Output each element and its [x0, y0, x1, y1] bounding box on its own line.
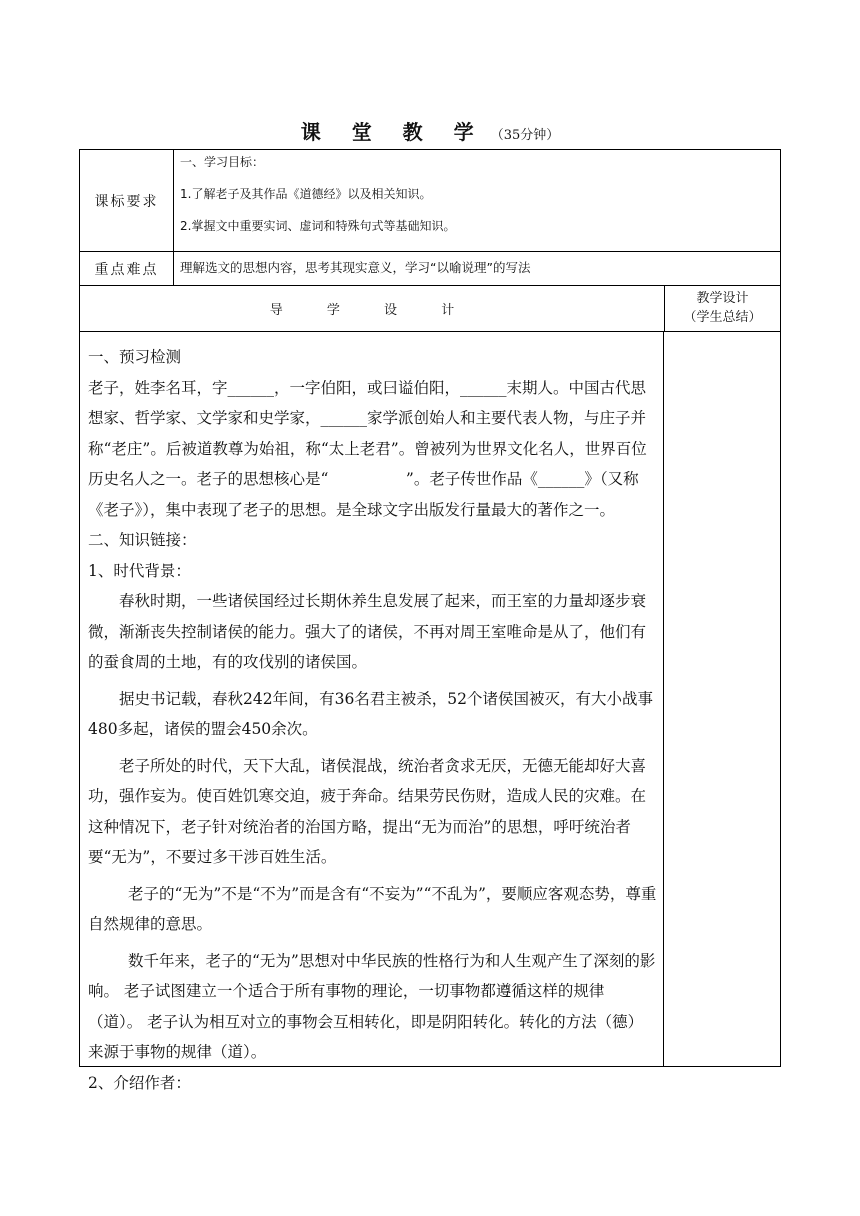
- duration-text: （35分钟）: [490, 128, 560, 143]
- lesson-table: [79, 149, 781, 1092]
- row-body: [80, 332, 780, 1092]
- background-paragraph-1: 春秋时期，一些诸侯国经过长期休养生息发展了起来，而王室的力量却逐步衰微，渐渐丧失控制诸侯的能力。强大了的诸侯，不再对周王室唯命是从了，他们有的蚕食周的土地，有的攻伐别的诸侯国。: [88, 592, 647, 671]
- objective-heading: 一、学习目标：: [180, 155, 265, 169]
- background-paragraph-3: 老子所处的时代，天下大乱，诸侯混战，统治者贪求无厌，无德无能却好大喜功，强作妄为。使百姓饥寒交迫，疲于奔命。结果劳民伤财，造成人民的灾难。在这种情况下，老子针对统治者的治国方略，提出“无为而治”的思想，呼吁统治者要“无为”，不要过多干涉百姓生活。: [88, 756, 647, 866]
- title-text: 课 堂 教 学: [300, 120, 486, 144]
- student-summary-label: （学生总结）: [683, 310, 762, 325]
- row-curriculum-requirements: [80, 150, 780, 252]
- teaching-design-label: 教学设计: [696, 291, 749, 306]
- row-design-header: [80, 286, 780, 332]
- curriculum-requirements-content: [174, 150, 780, 238]
- subsection-author-heading: 2、介绍作者：: [88, 1073, 191, 1092]
- section-knowledge-heading: 二、知识链接：: [88, 531, 197, 549]
- preview-paragraph: 老子，姓李名耳，字______，一字伯阳，或曰谥伯阳，______末期人。中国古代思想家、哲学家、文学家和史学家，______家学派创始人和主要代表人物，与庄子并称“老庄”。后被道教尊为始祖，称“太上老君”。曾被列为世界文化名人，世界百位历史名人之一。老子的思想核心是“ ”。老子传世作品《______》（又称《老子》），集中表现了老子的思想。是全球文字出版发行量最大的著作之一。: [88, 378, 647, 519]
- background-paragraph-4: 老子的“无为”不是“不为”而是含有“不妄为”“不乱为”，要顺应客观态势，尊重自然规律的意思。: [88, 884, 657, 933]
- background-paragraph-5: 数千年来，老子的“无为”思想对中华民族的性格行为和人生观产生了深刻的影响。 老子试图建立一个适合于所有事物的理论，一切事物都遵循这样的规律（道）。 老子认为相互对立的事物会互相转化，即是阴阳转化。转化的方法（德）来源于事物的规律（道）。: [88, 951, 656, 1061]
- label-curriculum-requirements: 课标要求: [80, 150, 174, 251]
- guided-design-body: [80, 332, 664, 1092]
- subsection-background-heading: 1、时代背景：: [88, 561, 191, 580]
- page-title: [0, 116, 860, 145]
- background-paragraph-2: 据史书记载，春秋242年间，有36名君主被杀，52个诸侯国被灭，有大小战事480多起，诸侯的盟会450余次。: [88, 689, 654, 738]
- section-preview-heading: 一、预习检测: [88, 348, 182, 366]
- key-points-content: 理解选文的思想内容，思考其现实意义，学习“以喻说理”的写法: [180, 260, 531, 275]
- label-key-points: 重点难点: [80, 252, 174, 285]
- teaching-design-header: [665, 286, 780, 331]
- objective-item-1: 1.了解老子及其作品《道德经》以及相关知识。: [180, 187, 432, 201]
- objective-item-2: 2.掌握文中重要实词、虚词和特殊句式等基础知识。: [180, 219, 456, 233]
- guided-design-header: 导 学 设 计: [80, 286, 665, 331]
- row-key-points: [80, 252, 780, 286]
